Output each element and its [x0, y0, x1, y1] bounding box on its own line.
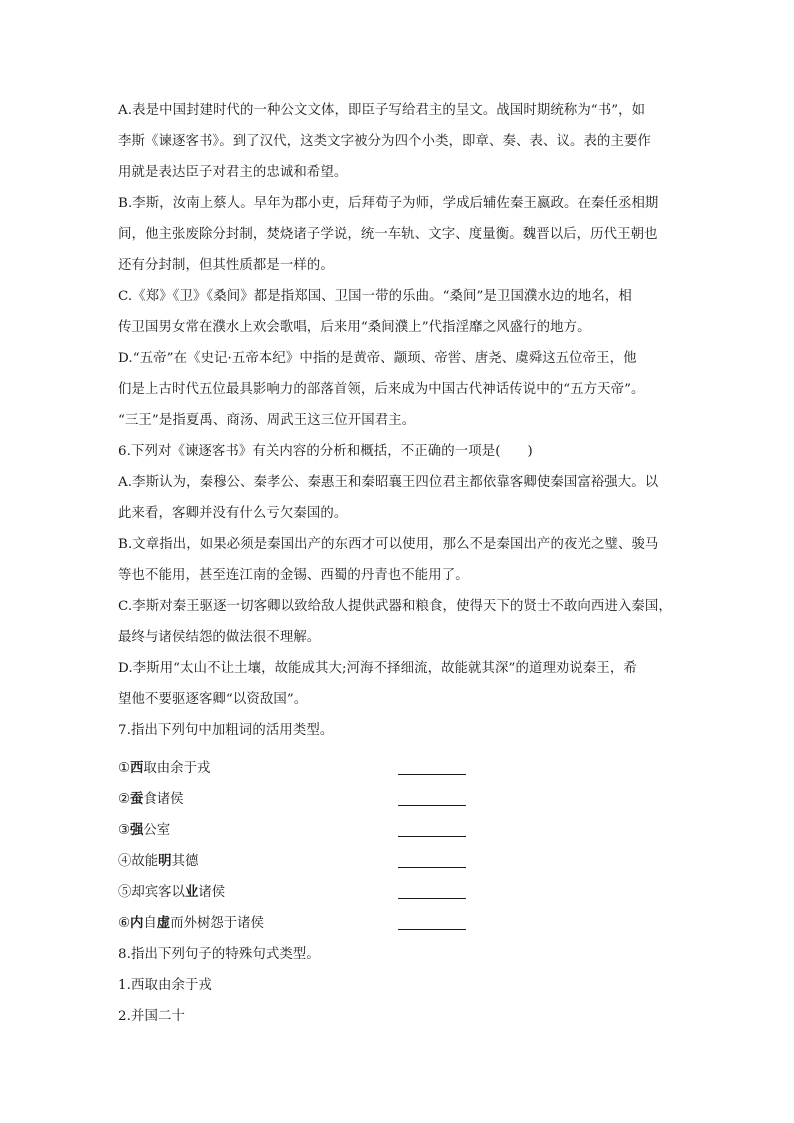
answer-blank[interactable] [398, 836, 466, 837]
item-suffix: 公室 [143, 823, 171, 838]
item-prefix: ④故能 [118, 854, 159, 869]
option-b-paragraph [118, 188, 680, 281]
bold-word: 强 [130, 822, 144, 838]
question-6-option-c [118, 591, 680, 653]
option-c-paragraph [118, 281, 680, 343]
item-suffix: 而外树怨于诸侯 [170, 916, 264, 931]
text-line: 们是上古时代五位最具影响力的部落首领，后来成为中国古代神话传说中的“五方天帝”。 [118, 382, 645, 397]
question-7-item-3 [118, 815, 478, 846]
item-text [118, 846, 198, 877]
bold-word: 内 [130, 915, 144, 931]
text-line: 还有分封制，但其性质都是一样的。 [118, 258, 334, 273]
item-prefix: ③ [118, 823, 131, 838]
item-text [118, 877, 225, 908]
option-d-paragraph [118, 343, 680, 436]
text-line: B.文章指出，如果必须是秦国出产的东西才可以使用，那么不是秦国出产的夜光之璧、骏马 [118, 537, 659, 552]
question-6-option-b [118, 529, 680, 591]
text-line: 望他不要驱逐客卿“以资敌国”。 [118, 692, 308, 707]
option-a-paragraph [118, 95, 680, 188]
question-7-item-5 [118, 877, 478, 908]
question-6-option-a [118, 467, 680, 529]
text-line: 传卫国男女常在濮水上欢会歌唱，后来用“桑间濮上”代指淫靡之风盛行的地方。 [118, 320, 591, 335]
answer-blank[interactable] [398, 774, 466, 775]
text-line: 6.下列对《谏逐客书》有关内容的分析和概括，不正确的一项是( ) [118, 444, 533, 459]
text-line: C.李斯对秦王驱逐一切客卿以致给敌人提供武器和粮食，使得天下的贤士不敢向西进入秦国， [118, 599, 672, 614]
bold-word: 虚 [156, 915, 171, 931]
answer-blank[interactable] [398, 898, 466, 899]
item-prefix: ⑤却宾客以 [118, 885, 185, 900]
list-item: 1.西取由余于戎 [118, 978, 212, 993]
text-line: 间，他主张废除分封制，焚烧诸子学说，统一车轨、文字、度量衡。魏晋以后，历代王朝也 [118, 227, 658, 242]
question-8-prompt [118, 939, 680, 970]
item-prefix: ⑥ [118, 916, 131, 931]
question-7-item-1 [118, 753, 478, 784]
text-line: “三王”是指夏禹、商汤、周武王这三位开国君主。 [118, 413, 416, 428]
text-line: 等也不能用，甚至连江南的金锡、西蜀的丹青也不能用了。 [118, 568, 469, 583]
question-8-items [118, 970, 680, 1032]
text-line: 8.指出下列句子的特殊句式类型。 [118, 947, 320, 962]
text-line: 最终与诸侯结怨的做法很不理解。 [118, 630, 321, 645]
item-suffix: 食诸侯 [143, 792, 184, 807]
item-text [118, 815, 170, 846]
item-suffix: 取由余于戎 [143, 761, 211, 776]
text-line: 7.指出下列句中加粗词的活用类型。 [118, 723, 334, 738]
bold-word: 明 [158, 853, 172, 869]
text-line: A.李斯认为，秦穆公、秦孝公、秦惠王和秦昭襄王四位君主都依靠客卿使秦国富裕强大。以 [118, 475, 659, 490]
text-line: B.李斯，汝南上蔡人。早年为郡小吏，后拜荀子为师，学成后辅佐秦王嬴政。在秦任丞相期 [118, 196, 659, 211]
answer-blank[interactable] [398, 929, 466, 930]
question-7-item-4 [118, 846, 478, 877]
question-7-item-2 [118, 784, 478, 815]
item-text [118, 753, 210, 784]
text-line: 此来看，客卿并没有什么亏欠秦国的。 [118, 506, 348, 521]
question-6-prompt [118, 436, 680, 467]
question-7-prompt [118, 715, 680, 746]
item-suffix: 自 [143, 916, 157, 931]
bold-word: 蚕 [130, 791, 144, 807]
item-prefix: ② [118, 792, 131, 807]
text-line: D.李斯用“太山不让土壤，故能成其大;河海不择细流，故能就其深”的道理劝说秦王，希 [118, 661, 637, 676]
bold-word: 西 [130, 760, 144, 776]
text-line: D.“五帝”在《史记·五帝本纪》中指的是黄帝、颛顼、帝喾、唐尧、虞舜这五位帝王，他 [118, 351, 637, 366]
item-text [118, 784, 184, 815]
list-item: 2.并国二十 [118, 1009, 185, 1024]
item-text [118, 908, 264, 939]
text-line: C.《郑》《卫》《桑间》都是指郑国、卫国一带的乐曲。“桑间”是卫国濮水边的地名，相 [118, 289, 632, 304]
question-6-option-d [118, 653, 680, 715]
text-line: 用就是表达臣子对君主的忠诚和希望。 [118, 165, 348, 180]
item-prefix: ① [118, 761, 131, 776]
answer-blank[interactable] [398, 867, 466, 868]
question-7-item-6 [118, 908, 478, 939]
item-suffix: 诸侯 [198, 885, 226, 900]
text-line: 李斯《谏逐客书》。到了汉代，这类文字被分为四个小类，即章、奏、表、议。表的主要作 [118, 134, 651, 149]
answer-blank[interactable] [398, 805, 466, 806]
item-suffix: 其德 [171, 854, 199, 869]
bold-word: 业 [184, 884, 199, 900]
text-line: A.表是中国封建时代的一种公文文体，即臣子写给君主的呈文。战国时期统称为“书”，如 [118, 103, 646, 118]
